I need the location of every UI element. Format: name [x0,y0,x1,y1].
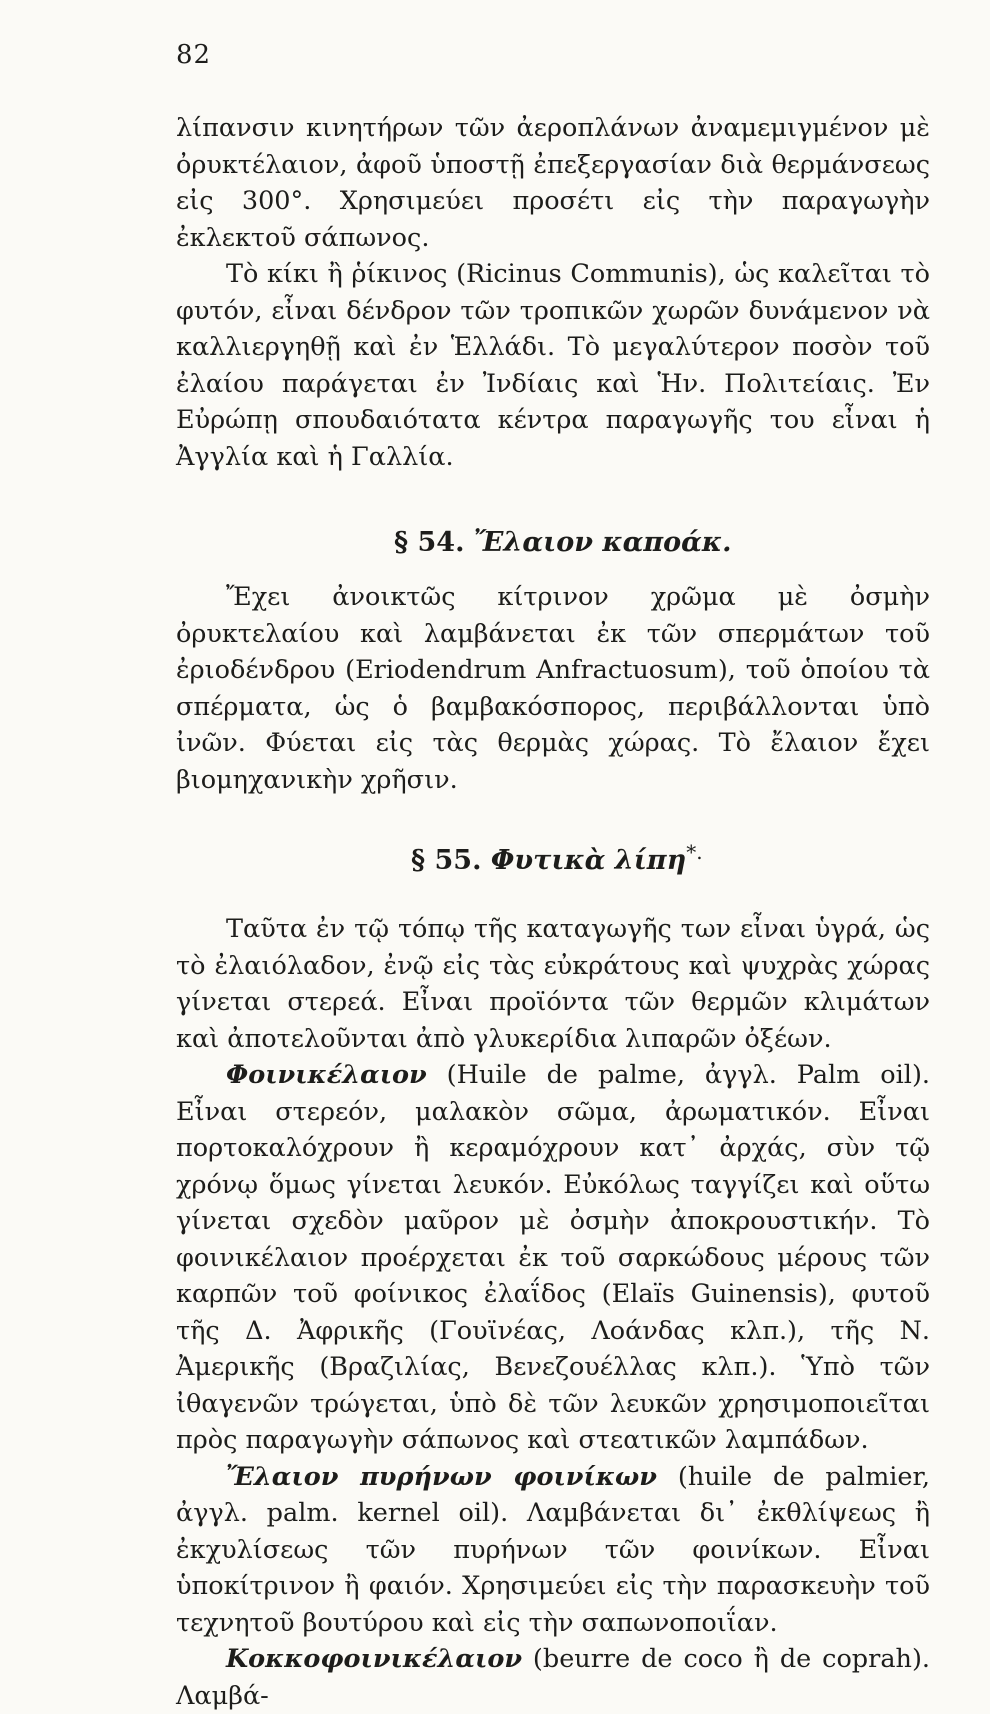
section-54-title: Ἔλαιον καποάκ. [473,527,732,558]
entry-term: Φοινικέλαιον [226,1060,427,1090]
section-55-title: Φυτικὰ λίπη [490,845,687,876]
entry-palm-kernel-oil [176,1459,930,1642]
section-55-intro: Ταῦτα ἐν τῷ τόπῳ τῆς καταγωγῆς των εἶναι ὑγρά, ὡς τὸ ἐλαιόλαδον, ἐνῷ εἰς τὰς εὐκράτους καὶ ψυχρὰς χώρας γίνεται στερεά. Εἶναι προϊόντα τῶν θερμῶν κλιμάτων καὶ ἀποτελοῦνται ἀπὸ γλυκερίδια λιπαρῶν ὀξέων. [176,914,930,1054]
entry-term: Ἔλαιον πυρήνων φοινίκων [226,1461,657,1492]
section-55-asterisk: *. [686,840,703,864]
section-54-number: § 54. [394,527,465,558]
paragraph-ricinus: Τὸ κίκι ἢ ῥίκινος (Ricinus Communis), ὡς καλεῖται τὸ φυτόν, εἶναι δένδρον τῶν τροπικῶν χωρῶν δυνάμενον νὰ καλλιεργηθῇ καὶ ἐν Ἑλλάδι. Τὸ μεγαλύτερον ποσὸν τοῦ ἐλαίου παράγεται ἐν Ἰνδίαις καὶ Ἡν. Πολιτείαις. Ἐν Εὐρώπῃ σπουδαιότατα κέντρα παραγωγῆς του εἶναι ἡ Ἀγγλία καὶ ἡ Γαλλία. [176,259,930,472]
section-55-number: § 55. [411,845,482,876]
entry-palm-oil [176,1057,930,1459]
entry-text: (huile de palmier, ἀγγλ. palm. kernel oil). Λαμβάνεται δι᾽ ἐκθλίψεως ἢ ἐκχυλίσεως τῶν πυρήνων τῶν φοινίκων. Εἶναι ὑποκίτρινον ἢ φαιόν. Χρησιμεύει εἰς τὴν παρασκευὴν τοῦ τεχνητοῦ βουτύρου καὶ εἰς τὴν σαπωνοποιΐαν. [176,1461,930,1638]
section-55-heading [176,834,930,879]
entry-term: Κοκκοφοινικέλαιον [226,1644,523,1674]
entry-text: (beurre de coco ἢ de coprah). Λαμβά- [176,1644,930,1711]
section-54-text: Ἔχει ἀνοικτῶς κίτρινον χρῶμα μὲ ὀσμὴν ὀρυκτελαίου καὶ λαμβάνεται ἐκ τῶν σπερμάτων τοῦ ἐριοδένδρου (Eriodendrum Anfractuosum), τοῦ ὁποίου τὰ σπέρματα, ὡς ὁ βαμβακόσπορος, περιβάλλονται ὑπὸ ἰνῶν. Φύεται εἰς τὰς θερμὰς χώρας. Τὸ ἔλαιον ἔχει βιομηχανικὴν χρῆσιν. [176,582,930,795]
entry-coconut-oil [176,1641,930,1714]
entry-text: (Huile de palme, ἀγγλ. Palm oil). Εἶναι στερεόν, μαλακὸν σῶμα, ἀρωματικόν. Εἶναι πορτοκαλόχρουν ἢ κεραμόχρουν κατ᾽ ἀρχάς, σὺν τῷ χρόνῳ ὅμως γίνεται λευκόν. Εὐκόλως ταγγίζει καὶ οὕτω γίνεται σχεδὸν μαῦρον μὲ ὀσμὴν ἀποκρουστικήν. Τὸ φοινικέλαιον προέρχεται ἐκ τοῦ σαρκώδους μέρους τῶν καρπῶν τοῦ φοίνικος ἐλαΐδος (Elaïs Guinensis), φυτοῦ τῆς Δ. Ἀφρικῆς (Γουϊνέας, Λοάνδας κλπ.), τῆς Ν. Ἀμερικῆς (Βραζιλίας, Βενεζουέλλας κλπ.). Ὑπὸ τῶν ἰθαγενῶν τρώγεται, ὑπὸ δὲ τῶν λευκῶν χρησιμοποιεῖται πρὸς παραγωγὴν σάπωνος καὶ στεατικῶν λαμπάδων. [176,1060,930,1455]
section-54-heading [176,525,930,561]
page-number: 82 [176,40,212,70]
paragraph-lubrication: λίπανσιν κινητήρων τῶν ἀεροπλάνων ἀναμεμιγμένον μὲ ὀρυκτέλαιον, ἀφοῦ ὑποστῇ ἐπεξεργασίαν διὰ θερμάνσεως εἰς 300°. Χρησιμεύει προσέτι εἰς τὴν παραγωγὴν ἐκλεκτοῦ σάπωνος. [176,113,930,253]
